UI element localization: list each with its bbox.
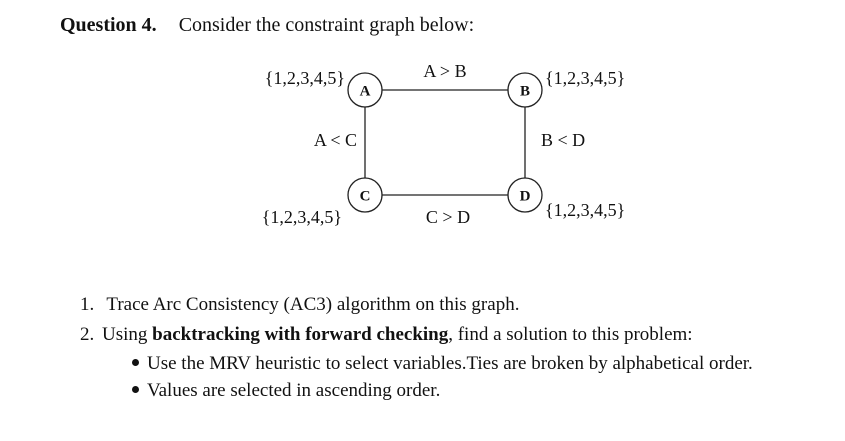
task-item-2-emphasis: backtracking with forward checking xyxy=(152,324,449,345)
task-list xyxy=(80,290,753,404)
node-c xyxy=(348,178,382,212)
bullet-dot-icon xyxy=(132,386,139,393)
task-item-2-pre: Using xyxy=(102,324,153,345)
task-item-2-post: , find a solution to this problem: xyxy=(448,324,693,345)
bullet-item xyxy=(132,377,753,404)
question-prompt: Consider the constraint graph below: xyxy=(178,14,475,36)
task-item-2-number: 2. xyxy=(80,324,95,345)
node-b xyxy=(508,73,542,107)
domain-a: {1,2,3,4,5} xyxy=(264,68,345,88)
bullet-text-2: Values are selected in ascending order. xyxy=(147,380,441,401)
node-a-label: A xyxy=(359,83,371,100)
node-d-label: D xyxy=(519,188,531,205)
constraint-label-b-d: B < D xyxy=(541,130,586,150)
task-item-1 xyxy=(80,290,753,320)
constraint-label-c-d: C > D xyxy=(425,207,471,227)
domain-d: {1,2,3,4,5} xyxy=(545,200,626,220)
node-c-label: C xyxy=(359,188,371,205)
node-d xyxy=(508,178,542,212)
bullet-item xyxy=(132,350,753,377)
task-item-1-number: 1. xyxy=(80,294,95,315)
domain-c: {1,2,3,4,5} xyxy=(261,207,342,227)
bullet-dot-icon xyxy=(132,359,139,366)
constraint-label-a-b: A > B xyxy=(423,61,467,81)
constraint-label-a-c: A < C xyxy=(313,130,357,150)
node-a xyxy=(348,73,382,107)
task-item-2-sublist xyxy=(132,350,753,404)
task-item-1-text: Trace Arc Consistency (AC3) algorithm on this graph. xyxy=(106,294,520,315)
node-b-label: B xyxy=(519,83,531,100)
bullet-text-1: Use the MRV heuristic to select variables.Ties are broken by alphabetical order. xyxy=(147,353,753,374)
task-item-2 xyxy=(80,320,753,350)
question-number: Question 4. xyxy=(60,14,157,36)
domain-b: {1,2,3,4,5} xyxy=(545,68,626,88)
